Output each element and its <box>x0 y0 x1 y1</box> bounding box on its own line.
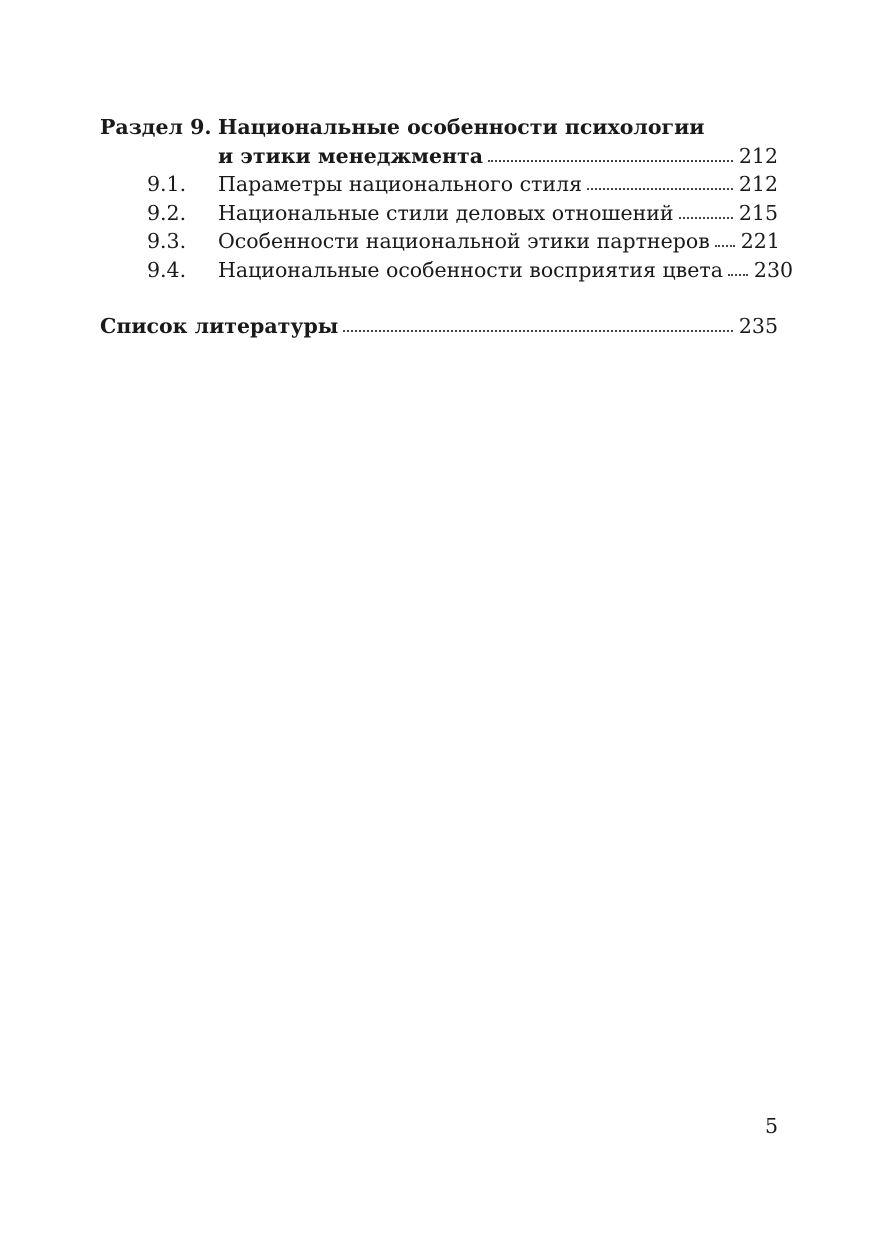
page-number: 5 <box>764 1114 778 1138</box>
item-page-number: 215 <box>738 200 778 225</box>
section-label: Раздел 9. <box>100 115 212 139</box>
item-page-number: 212 <box>738 172 778 196</box>
section-title-line1: Национальные особенности психологии <box>218 115 705 139</box>
dot-leader <box>728 273 748 276</box>
toc-references[interactable] <box>100 312 778 341</box>
item-title: Особенности национальной этики партнеров <box>218 229 710 253</box>
dot-leader <box>587 187 733 190</box>
spacer <box>100 284 778 312</box>
dot-leader <box>679 216 733 219</box>
item-number: 9.2. <box>147 200 187 225</box>
section-heading-row-continued[interactable] <box>100 142 778 171</box>
toc-item-9-4[interactable] <box>100 256 794 285</box>
item-number: 9.4. <box>147 257 187 282</box>
item-title: Параметры национального стиля <box>218 172 583 196</box>
toc-item-9-2[interactable] <box>100 199 778 228</box>
item-number: 9.1. <box>147 172 187 196</box>
references-page-number: 235 <box>738 314 778 338</box>
item-title: Национальные стили деловых отношений <box>218 200 674 225</box>
toc-item-9-3[interactable] <box>100 227 778 256</box>
item-title: Национальные особенности восприятия цвета <box>218 257 723 282</box>
references-title: Список литературы <box>100 314 339 338</box>
table-of-contents <box>100 113 794 341</box>
section-page-number: 212 <box>738 143 778 168</box>
dot-leader <box>715 244 735 247</box>
section-heading-row[interactable] <box>100 113 778 142</box>
dot-leader <box>488 159 733 162</box>
item-page-number: 230 <box>753 257 794 282</box>
item-page-number: 221 <box>740 229 780 253</box>
toc-item-9-1[interactable] <box>100 170 778 199</box>
dot-leader <box>343 329 733 332</box>
section-title-line2: и этики менеджмента <box>218 143 483 168</box>
item-number: 9.3. <box>147 229 187 253</box>
